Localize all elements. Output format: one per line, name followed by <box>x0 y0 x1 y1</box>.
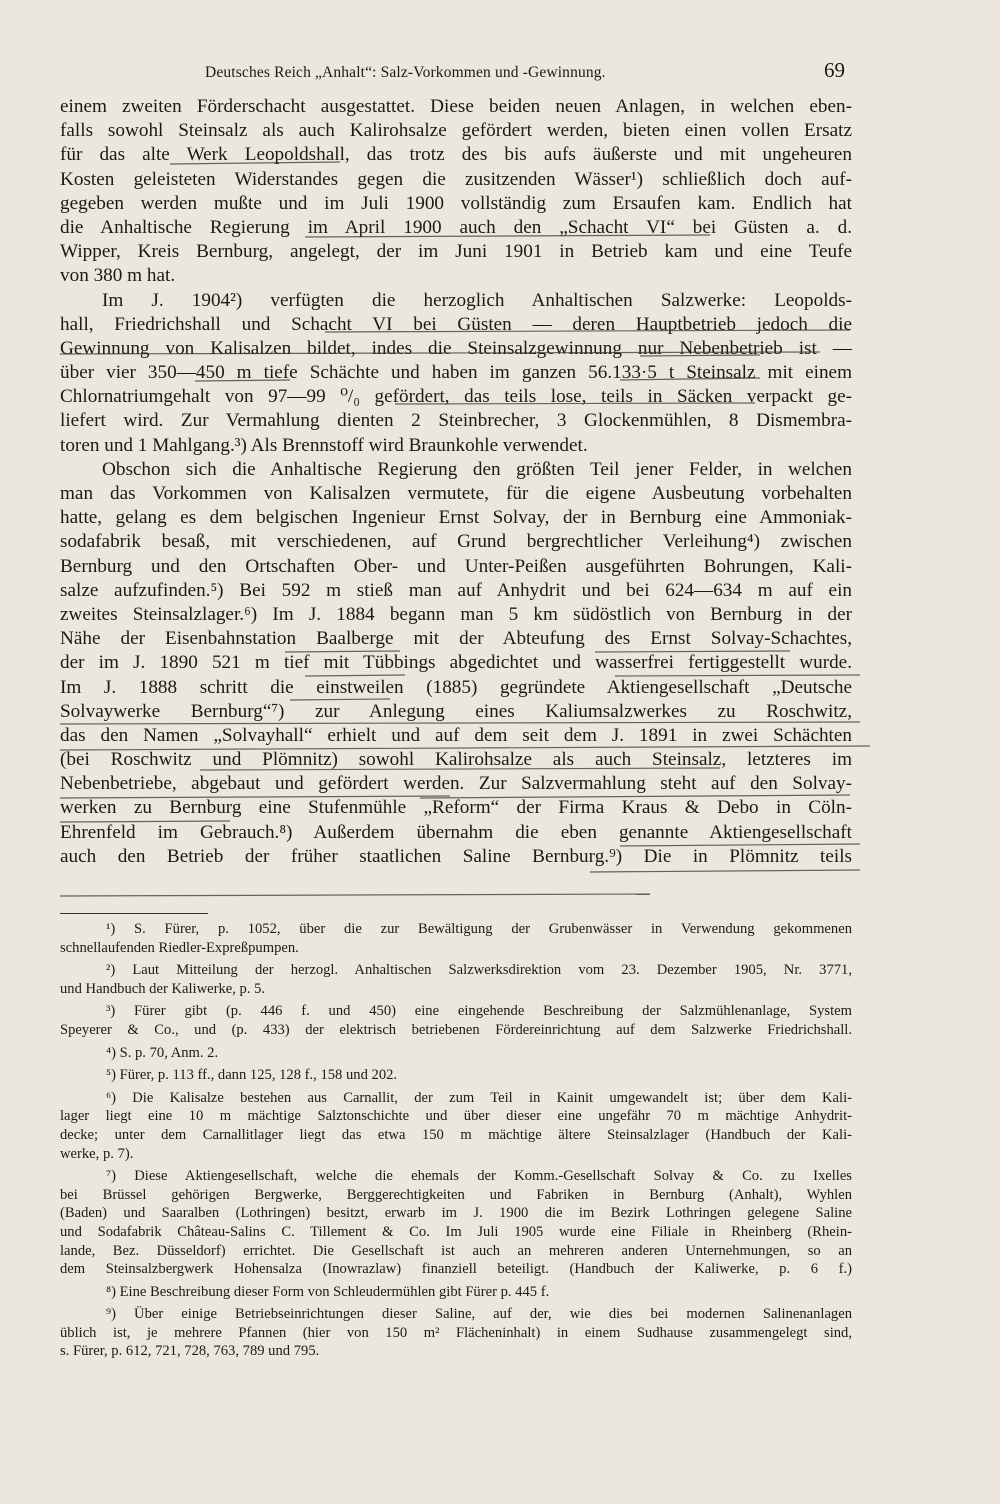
underline-mark <box>590 870 860 872</box>
text-line: Kosten geleisteten Widerstandes gegen die zusitzenden Wässer¹) schließlich doch auf- <box>60 168 852 190</box>
text-line: (bei Roschwitz und Plömnitz) sowohl Kalirohsalze als auch Steinsalz, letzteres im <box>60 749 852 771</box>
footnotes <box>60 920 852 1361</box>
text-line: salze aufzufinden.⁵) Bei 592 m stieß man auf Anhydrit und bei 624—634 m auf ein <box>60 579 852 601</box>
text-line: Ehrenfeld im Gebrauch.⁸) Außerdem übernahm die eben genannte Aktiengesellschaft <box>60 821 852 843</box>
footnote-line: und Sodafabrik Château-Salins C. Tillement & Co. Im Juli 1905 wurde eine Filiale in Rheinberg (Rhein- <box>60 1223 852 1240</box>
running-header <box>205 58 845 86</box>
text-line: falls sowohl Steinsalz als auch Kalirohsalze gefördert werden, bieten einen vollen Ersatz <box>60 120 852 142</box>
underline-mark <box>60 894 650 896</box>
text-line: zweites Steinsalzlager.⁶) Im J. 1884 begann man 5 km südöstlich von Bernburg in der <box>60 603 852 625</box>
footnote-line: ⁴) S. p. 70, Anm. 2. <box>106 1044 219 1061</box>
footnote-line: ⁹) Über einige Betriebseinrichtungen dieser Saline, auf der, wie dies bei modernen Salinenanlagen <box>106 1306 852 1323</box>
text-line: Nebenbetriebe, abgebaut und gefördert werden. Zur Salzvermahlung steht auf den Solvay- <box>60 773 852 795</box>
footnote-line: und Handbuch der Kaliwerke, p. 5. <box>60 980 266 997</box>
text-line: Gewinnung von Kalisalzen bildet, indes die Steinsalzgewinnung nur Nebenbetrieb ist — <box>60 337 852 359</box>
footnote-line: werke, p. 7). <box>60 1145 134 1162</box>
footnote-line: s. Fürer, p. 612, 721, 728, 763, 789 und 795. <box>60 1343 320 1360</box>
footnote-line: ¹) S. Fürer, p. 1052, über die zur Bewältigung der Grubenwässer in Verwendung gekommenen <box>106 921 852 937</box>
text-line: liefert wird. Zur Vermahlung dienten 2 Steinbrecher, 3 Glockenmühlen, 8 Dismembra- <box>60 410 852 432</box>
footnote-line: ⁷) Diese Aktiengesellschaft, welche die ehemals der Komm.-Gesellschaft Solvay & Co. zu Ixelles <box>106 1168 852 1185</box>
footnote-line: lager liegt eine 10 m mächtige Salztonschichte und über dieser eine ungefähr 70 m mächtige Anhydrit- <box>60 1108 852 1125</box>
footnote-line: ³) Fürer gibt (p. 446 f. und 450) eine eingehende Beschreibung der Salzmühlenanlage, System <box>106 1003 852 1020</box>
text-line: Bernburg und den Ortschaften Ober- und Unter-Peißen ausgeführten Bohrungen, Kali- <box>60 555 852 577</box>
text-line: über vier 350—450 m tiefe Schächte und haben im ganzen 56.133·5 t Steinsalz mit einem <box>60 362 852 384</box>
footnote-line: ⁶) Die Kalisalze bestehen aus Carnallit, der zum Teil in Kainit umgewandelt ist; über dem Kali- <box>106 1089 852 1106</box>
text-line: die Anhaltische Regierung im April 1900 auch den „Schacht VI“ bei Güsten a. d. <box>60 216 852 238</box>
footnote-line: lande, Bez. Düsseldorf) errichtet. Die Gesellschaft ist auch an mehreren anderen Unternehmungen, so an <box>60 1242 852 1259</box>
text-line: Solvaywerke Bernburg“⁷) zur Anlegung eines Kaliumsalzwerkes zu Roschwitz, <box>60 700 852 722</box>
text-line: toren und 1 Mahlgang.³) Als Brennstoff wird Braunkohle verwendet. <box>60 434 588 456</box>
text-line: der im J. 1890 521 m tief mit Tübbings abgedichtet und wasserfrei fertiggestellt wurde. <box>60 652 852 674</box>
text-line: einem zweiten Förderschacht ausgestattet. Diese beiden neuen Anlagen, in welchen eben- <box>60 96 852 117</box>
footnote-line: bei Brüssel gehörigen Bergwerke, Berggerechtigkeiten und Fabriken in Bernburg (Anhalt), Wyhlen <box>60 1186 852 1203</box>
text-line: Nähe der Eisenbahnstation Baalberge mit der Abteufung des Ernst Solvay-Schachtes, <box>60 628 852 650</box>
text-line: Chlornatriumgehalt von 97—99 ⁰/₀ gefördert, das teils lose, teils in Säcken verpackt ge- <box>60 386 852 408</box>
page-number: 69 <box>824 58 845 82</box>
footnote-line: dem Steinsalzbergwerk Hohensalza (Inowrazlaw) finanziell beteiligt. (Handbuch der Kaliwerke, p. 6 f.) <box>60 1261 852 1278</box>
text-line: Im J. 1888 schritt die einstweilen (1885) gegründete Aktiengesellschaft „Deutsche <box>60 676 852 698</box>
text-line: hatte, gelang es dem belgischen Ingenieur Ernst Solvay, der in Bernburg eine Ammoniak- <box>60 507 852 529</box>
running-title: Deutsches Reich „Anhalt“: Salz-Vorkommen und -Gewinnung. <box>205 64 606 81</box>
text-line: Im J. 1904²) verfügten die herzoglich Anhaltischen Salzwerke: Leopolds- <box>102 289 852 311</box>
text-line: hall, Friedrichshall und Schacht VI bei Güsten — deren Hauptbetrieb jedoch die <box>60 313 852 335</box>
main-text <box>60 95 852 869</box>
text-line: werken zu Bernburg eine Stufenmühle „Reform“ der Firma Kraus & Debo in Cöln- <box>60 797 852 819</box>
footnote-line: ⁸) Eine Beschreibung dieser Form von Schleudermühlen gibt Fürer p. 445 f. <box>106 1283 550 1300</box>
footnote-divider <box>60 913 208 914</box>
footnote-line: ⁵) Fürer, p. 113 ff., dann 125, 128 f., 158 und 202. <box>106 1067 398 1084</box>
text-line: das den Namen „Solvayhall“ erhielt und auf dem seit dem J. 1891 in zwei Schächten <box>60 724 852 746</box>
footnote-line: Speyerer & Co., und (p. 433) der elektrisch betriebenen Fördereinrichtung auf dem Salzwerke Friedrichshall. <box>60 1021 852 1038</box>
text-line: man das Vorkommen von Kalisalzen vermutete, für die eigene Ausbeutung vorbehalten <box>60 483 852 504</box>
text-line: für das alte Werk Leopoldshall, das trotz des bis aufs äußerste und mit ungeheuren <box>60 144 852 166</box>
footnote-line: decke; unter dem Carnallitlager liegt das etwa 150 m mächtige ältere Steinsalzlager (Handbuch der Kali- <box>60 1126 852 1143</box>
text-line: gegeben werden mußte und im Juli 1900 vollständig zum Ersaufen kam. Endlich hat <box>60 192 852 214</box>
text-line: von 380 m hat. <box>60 265 176 287</box>
text-line: Obschon sich die Anhaltische Regierung den größten Teil jener Felder, in welchen <box>102 458 852 480</box>
footnote-line: (Baden) und Saaralben (Lothringen) besitzt, erwarb im J. 1900 die im Bezirk Lothringen gelegene Saline <box>60 1205 852 1222</box>
footnote-line: üblich ist, je mehrere Pfannen (hier von 150 m² Flächeninhalt) in einem Sudhause zusammengelegt sind, <box>60 1324 852 1341</box>
text-line: sodafabrik besaß, mit verschiedenen, auf Grund bergrechtlicher Verleihung⁴) zwischen <box>60 531 852 553</box>
footnote-line: schnellaufenden Riedler-Expreßpumpen. <box>60 939 299 956</box>
text-line: auch den Betrieb der früher staatlichen Saline Bernburg.⁹) Die in Plömnitz teils <box>60 845 852 867</box>
text-line: Wipper, Kreis Bernburg, angelegt, der im Juni 1901 in Betrieb kam und eine Teufe <box>60 241 852 263</box>
footnote-line: ²) Laut Mitteilung der herzogl. Anhaltischen Salzwerksdirektion vom 23. Dezember 1905, Nr. 3771, <box>106 962 852 979</box>
